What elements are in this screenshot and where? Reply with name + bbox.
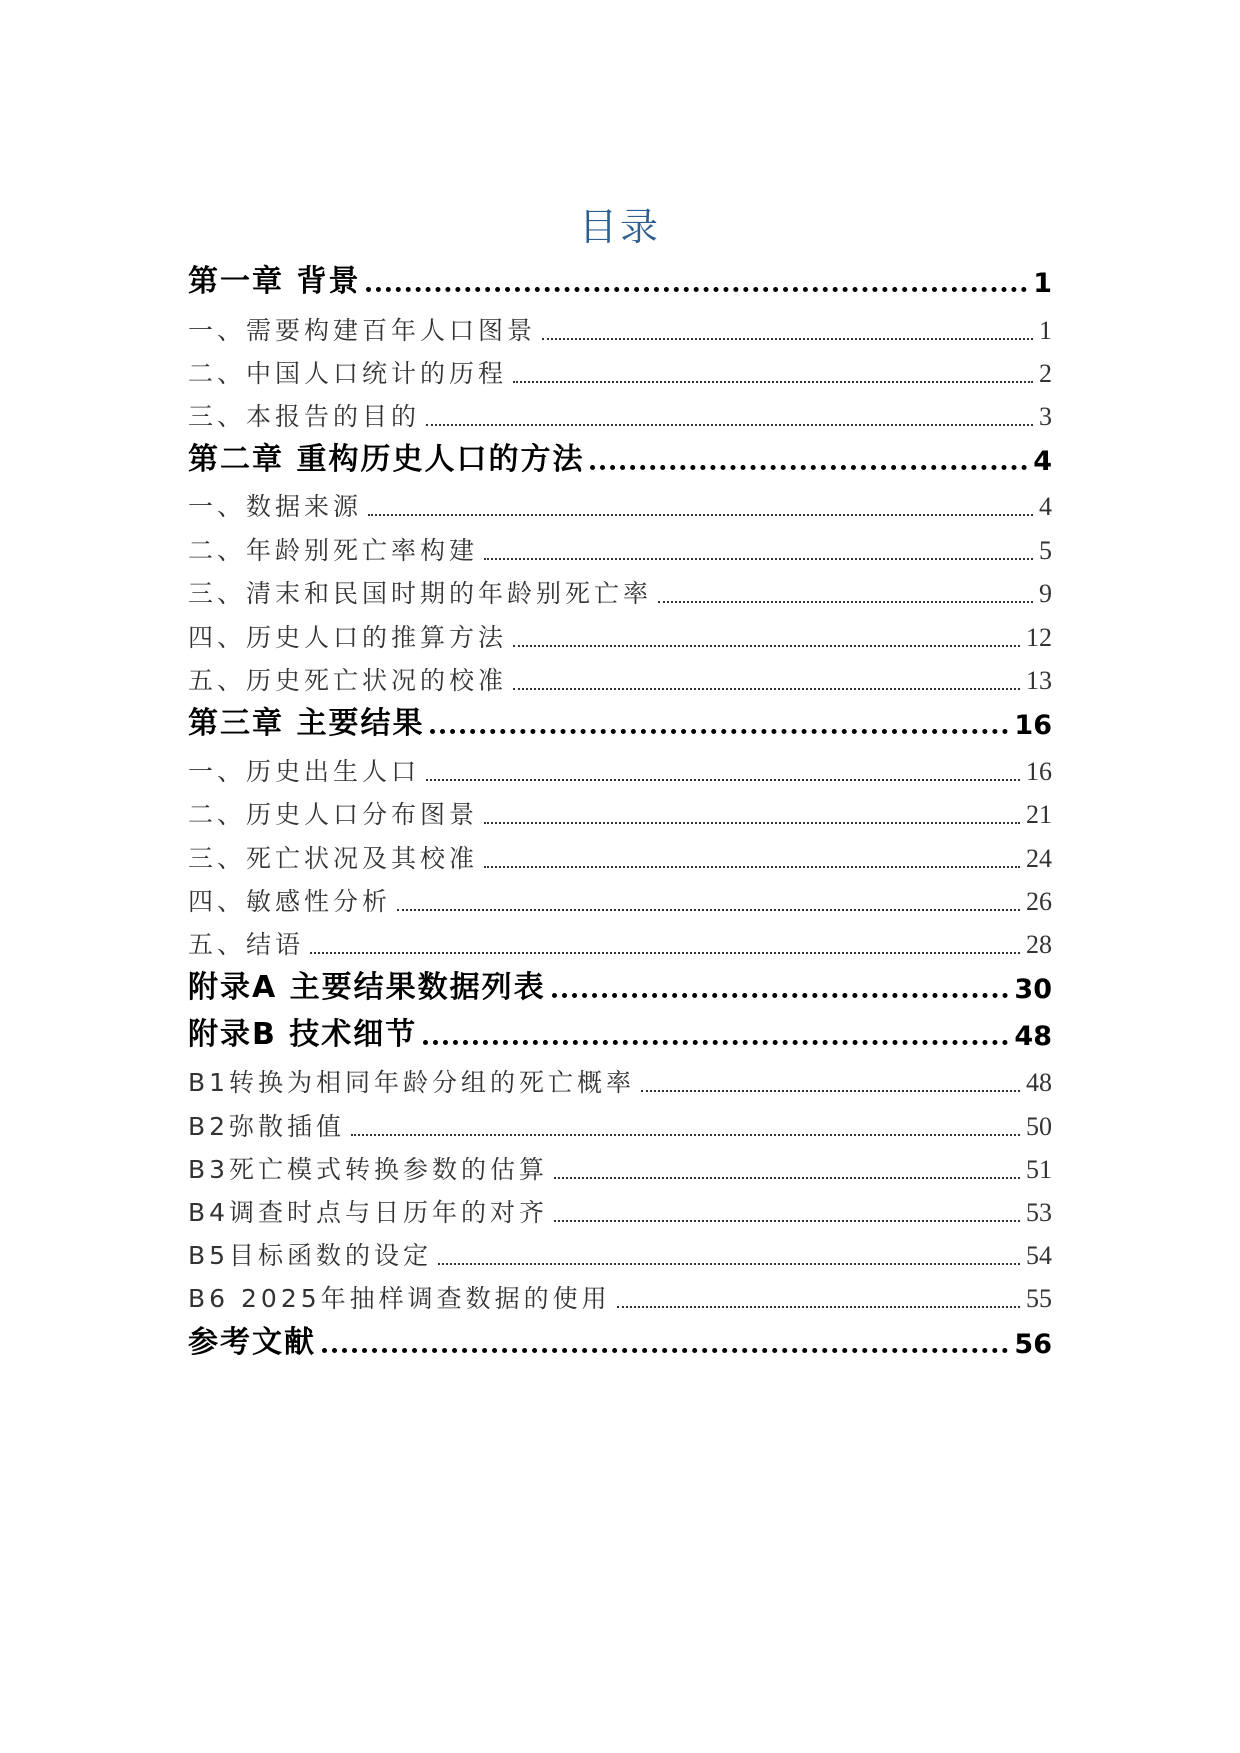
toc-section-entry[interactable] bbox=[188, 486, 1052, 522]
toc-section-entry[interactable] bbox=[188, 794, 1052, 830]
toc-section-entry[interactable] bbox=[188, 838, 1052, 874]
toc-page-number: 55 bbox=[1026, 1283, 1052, 1313]
toc-chapter-entry[interactable] bbox=[188, 258, 1052, 300]
toc-entry-label: B3死亡模式转换参数的估算 bbox=[188, 1155, 549, 1184]
toc-dot-leader bbox=[438, 1263, 1020, 1265]
toc-section-entry[interactable] bbox=[188, 1278, 1052, 1314]
toc-entry-label: 三、死亡状况及其校准 bbox=[188, 844, 479, 873]
toc-section-entry[interactable] bbox=[188, 1149, 1052, 1185]
toc-page-number: 12 bbox=[1026, 622, 1052, 652]
toc-page-number: 3 bbox=[1039, 401, 1052, 431]
toc-dot-leader bbox=[554, 1220, 1020, 1222]
toc-page-number: 50 bbox=[1026, 1111, 1052, 1141]
toc-section-entry[interactable] bbox=[188, 353, 1052, 389]
toc-chapter-entry[interactable] bbox=[188, 964, 1052, 1006]
toc-entry-label: 第二章 重构历史人口的方法 bbox=[188, 442, 585, 477]
toc-entry-label: 一、历史出生人口 bbox=[188, 757, 421, 786]
toc-page-number: 13 bbox=[1026, 665, 1052, 695]
toc-dot-leader bbox=[423, 1040, 1008, 1045]
toc-entry-label: 四、敏感性分析 bbox=[188, 887, 392, 916]
toc-dot-leader bbox=[552, 993, 1009, 998]
toc-chapter-entry[interactable] bbox=[188, 700, 1052, 742]
toc-chapter-entry[interactable] bbox=[188, 1319, 1052, 1361]
toc-dot-leader bbox=[513, 688, 1020, 690]
toc-section-entry[interactable] bbox=[188, 660, 1052, 696]
toc-dot-leader bbox=[513, 381, 1033, 383]
toc-dot-leader bbox=[426, 779, 1020, 781]
toc-section-entry[interactable] bbox=[188, 1106, 1052, 1142]
toc-section-entry[interactable] bbox=[188, 924, 1052, 960]
toc-entry-label: B5目标函数的设定 bbox=[188, 1241, 433, 1270]
toc-section-entry[interactable] bbox=[188, 396, 1052, 432]
toc-entry-label: 附录B 技术细节 bbox=[188, 1017, 418, 1052]
toc-page-number: 48 bbox=[1026, 1067, 1052, 1097]
toc-page-number: 2 bbox=[1039, 358, 1052, 388]
toc-page-number: 4 bbox=[1033, 445, 1052, 477]
toc-dot-leader bbox=[513, 645, 1020, 647]
toc-dot-leader bbox=[426, 424, 1033, 426]
toc-entry-label: B4调查时点与日历年的对齐 bbox=[188, 1198, 549, 1227]
toc-entry-label: 三、本报告的目的 bbox=[188, 402, 421, 431]
toc-entry-label: 一、数据来源 bbox=[188, 492, 363, 521]
toc-section-entry[interactable] bbox=[188, 310, 1052, 346]
toc-dot-leader bbox=[590, 465, 1027, 470]
toc-page-number: 26 bbox=[1026, 886, 1052, 916]
toc-section-entry[interactable] bbox=[188, 1235, 1052, 1271]
toc-page-number: 54 bbox=[1026, 1240, 1052, 1270]
toc-entry-label: 二、中国人口统计的历程 bbox=[188, 359, 508, 388]
toc-dot-leader bbox=[351, 1134, 1020, 1136]
toc-page-number: 1 bbox=[1033, 267, 1052, 299]
toc-dot-leader bbox=[430, 729, 1008, 734]
toc-entry-label: 第三章 主要结果 bbox=[188, 706, 425, 741]
toc-entry-label: B2弥散插值 bbox=[188, 1112, 346, 1141]
toc-dot-leader bbox=[484, 822, 1020, 824]
toc-dot-leader bbox=[542, 338, 1033, 340]
toc-chapter-entry[interactable] bbox=[188, 436, 1052, 478]
toc-dot-leader bbox=[366, 287, 1027, 292]
toc-page-number: 21 bbox=[1026, 799, 1052, 829]
toc-entry-label: 五、结语 bbox=[188, 930, 305, 959]
toc-section-entry[interactable] bbox=[188, 881, 1052, 917]
toc-page-number: 24 bbox=[1026, 843, 1052, 873]
toc-dot-leader bbox=[322, 1348, 1008, 1353]
toc-dot-leader bbox=[397, 909, 1020, 911]
toc-entry-label: 参考文献 bbox=[188, 1325, 316, 1360]
toc-dot-leader bbox=[368, 514, 1033, 516]
toc-dot-leader bbox=[554, 1177, 1020, 1179]
toc-entry-label: B1转换为相同年龄分组的死亡概率 bbox=[188, 1068, 636, 1097]
toc-page-number: 16 bbox=[1026, 756, 1052, 786]
toc-page-number: 5 bbox=[1039, 535, 1052, 565]
toc-entry-label: 第一章 背景 bbox=[188, 264, 361, 299]
toc-dot-leader bbox=[617, 1306, 1020, 1308]
toc-page-number: 56 bbox=[1014, 1328, 1052, 1360]
toc-entry-label: 三、清末和民国时期的年龄别死亡率 bbox=[188, 579, 653, 608]
toc-page-number: 9 bbox=[1039, 578, 1052, 608]
toc-chapter-entry[interactable] bbox=[188, 1011, 1052, 1053]
toc-dot-leader bbox=[484, 866, 1020, 868]
toc-page-number: 16 bbox=[1014, 709, 1052, 741]
toc-section-entry[interactable] bbox=[188, 751, 1052, 787]
toc-section-entry[interactable] bbox=[188, 1062, 1052, 1098]
toc-section-entry[interactable] bbox=[188, 1192, 1052, 1228]
toc-entry-label: 四、历史人口的推算方法 bbox=[188, 623, 508, 652]
toc-page-number: 28 bbox=[1026, 929, 1052, 959]
toc-section-entry[interactable] bbox=[188, 617, 1052, 653]
toc-page-number: 4 bbox=[1039, 491, 1052, 521]
toc-entry-label: 五、历史死亡状况的校准 bbox=[188, 666, 508, 695]
toc-page-number: 30 bbox=[1014, 973, 1052, 1005]
toc-entry-label: 二、历史人口分布图景 bbox=[188, 800, 479, 829]
toc-entry-label: B6 2025年抽样调查数据的使用 bbox=[188, 1284, 611, 1313]
toc-section-entry[interactable] bbox=[188, 573, 1052, 609]
toc-entry-label: 二、年龄别死亡率构建 bbox=[188, 536, 479, 565]
toc-dot-leader bbox=[641, 1090, 1020, 1092]
toc-entry-label: 附录A 主要结果数据列表 bbox=[188, 970, 546, 1005]
toc-title: 目录 bbox=[578, 205, 661, 249]
toc-page-number: 51 bbox=[1026, 1154, 1052, 1184]
toc-dot-leader bbox=[484, 558, 1033, 560]
toc-page-number: 48 bbox=[1014, 1020, 1052, 1052]
toc-section-entry[interactable] bbox=[188, 530, 1052, 566]
toc-dot-leader bbox=[310, 952, 1020, 954]
toc-page-number: 1 bbox=[1039, 315, 1052, 345]
toc-entry-label: 一、需要构建百年人口图景 bbox=[188, 316, 537, 345]
toc-dot-leader bbox=[658, 601, 1033, 603]
toc-page-number: 53 bbox=[1026, 1197, 1052, 1227]
